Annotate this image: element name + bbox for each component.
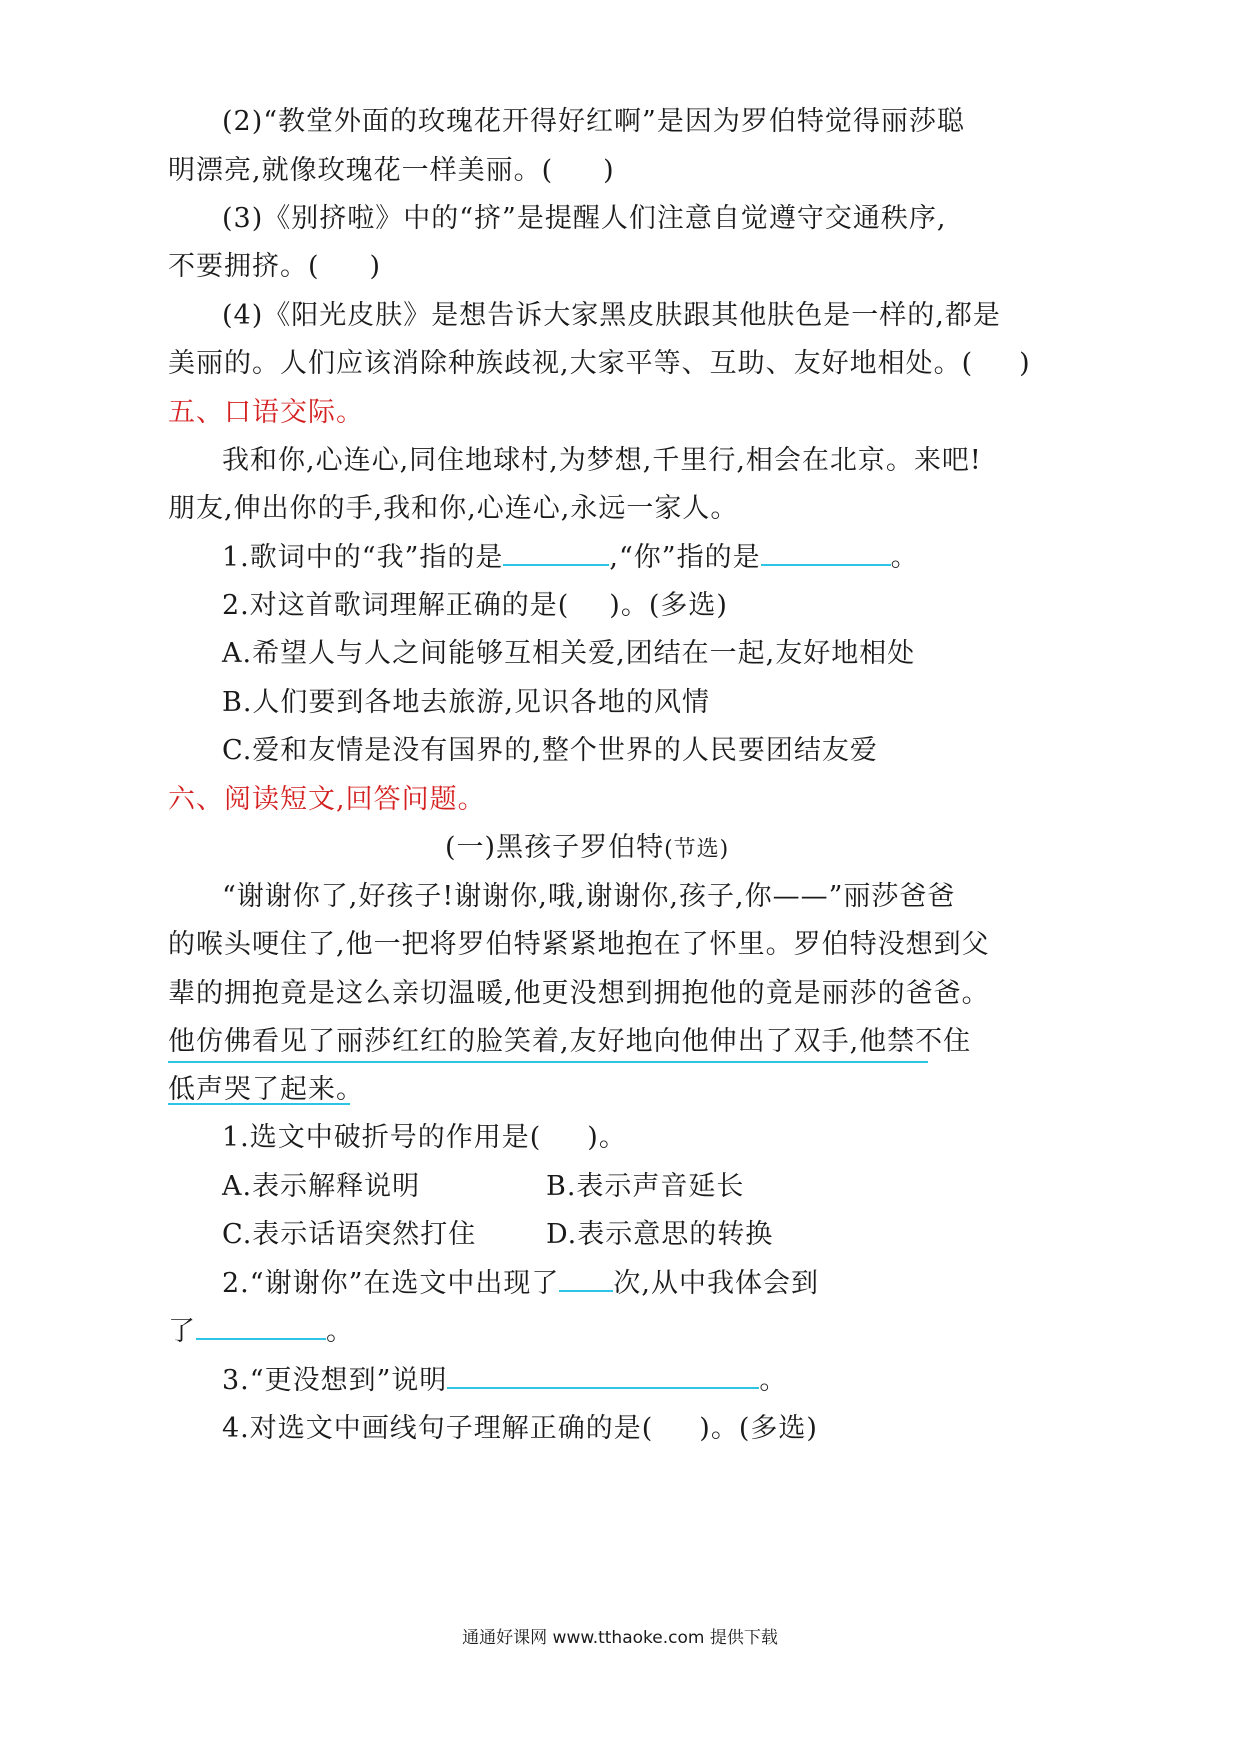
s5-option-a[interactable]: A.希望人与人之间能够互相关爱,团结在一起,友好地相处 [222,638,916,669]
passage-line1: “谢谢你了,好孩子!谢谢你,哦,谢谢你,孩子,你——”丽莎爸爸 [222,881,956,912]
q4-item4-line1: (4)《阳光皮肤》是想告诉大家黑皮肤跟其他肤色是一样的,都是 [222,300,1001,331]
q4-item4-line2 [168,344,1031,384]
s6-q4-text2: )。(多选) [699,1413,818,1444]
answer-blank[interactable] [761,540,891,566]
s6-q4-text: 4.对选文中画线句子理解正确的是( [222,1413,654,1444]
answer-blank[interactable] [196,1314,326,1340]
q4-item3-text: 不要拥挤。( [168,251,320,282]
footer-credit: 通通好课网 www.tthaoke.com 提供下载 [462,1628,778,1648]
q4-item4-text: 美丽的。人们应该消除种族歧视,大家平等、互助、友好地相处。( [168,348,974,379]
close-paren: ) [603,155,615,186]
passage-title [445,828,729,870]
q4-item2-line1: (2)“教堂外面的玫瑰花开得好红啊”是因为罗伯特觉得丽莎聪 [222,106,965,137]
q4-item3-line2 [168,247,381,287]
s5-option-b[interactable]: B.人们要到各地去旅游,见识各地的风情 [222,687,711,718]
s6-q1-text: 1.选文中破折号的作用是( [222,1122,542,1153]
s6-q2 [222,1264,819,1304]
period: 。 [890,542,919,573]
passage-line5-underlined: 低声哭了起来。 [168,1074,364,1105]
answer-blank[interactable] [447,1363,759,1389]
s5-q1-text: 1.歌词中的“我”指的是 [222,542,504,573]
s5-q2 [222,586,728,626]
s6-q2-text2: 次,从中我体会到 [613,1268,819,1299]
s6-q1-option-d[interactable]: D.表示意思的转换 [546,1219,774,1250]
lyrics-line1: 我和你,心连心,同住地球村,为梦想,千里行,相会在北京。来吧! [222,445,982,476]
s6-q1-option-a[interactable]: A.表示解释说明 [222,1171,421,1202]
period: 。 [759,1365,788,1396]
s6-q1-option-c[interactable]: C.表示话语突然打住 [222,1219,477,1250]
period: 。 [326,1316,354,1347]
passage-title-text: (一)黑孩子罗伯特 [445,832,665,863]
s6-q1-option-b[interactable]: B.表示声音延长 [546,1171,745,1202]
close-paren: ) [1019,348,1031,379]
q4-item3-line1: (3)《别挤啦》中的“挤”是提醒人们注意自觉遵守交通秩序, [222,203,947,234]
s6-q3 [222,1361,787,1401]
passage-title-note: (节选) [664,837,730,862]
section6-heading: 六、阅读短文,回答问题。 [168,784,486,815]
passage-line3: 辈的拥抱竟是这么亲切温暖,他更没想到拥抱他的竟是丽莎的爸爸。 [168,978,990,1009]
q4-item2-text: 明漂亮,就像玫瑰花一样美丽。( [168,155,554,186]
s6-q4 [222,1409,818,1449]
section5-heading: 五、口语交际。 [168,397,364,428]
s6-q2-text3: 了 [168,1316,196,1347]
s6-q1 [222,1118,627,1158]
s5-q2-text2: )。(多选) [609,590,728,621]
s5-q1-text2: ,“你”指的是 [609,542,761,573]
s6-q2-cont [168,1312,354,1352]
close-paren: ) [369,251,382,282]
answer-blank[interactable] [559,1266,613,1292]
s5-q1 [222,538,919,578]
answer-blank[interactable] [503,540,609,566]
s6-q2-text: 2.“谢谢你”在选文中出现了 [222,1268,560,1299]
s6-q3-text: 3.“更没想到”说明 [222,1365,448,1396]
s5-q2-text: 2.对这首歌词理解正确的是( [222,590,570,621]
underline-mark [168,1061,928,1063]
s5-option-c[interactable]: C.爱和友情是没有国界的,整个世界的人民要团结友爱 [222,735,878,766]
s6-q1-text2: )。 [587,1122,627,1153]
q4-item2-line2 [168,151,615,191]
passage-line4-underlined: 他仿佛看见了丽莎红红的脸笑着,友好地向他伸出了双手,他禁不住 [168,1026,972,1057]
passage-line2: 的喉头哽住了,他一把将罗伯特紧紧地抱在了怀里。罗伯特没想到父 [168,929,990,960]
underline-mark [168,1103,350,1105]
lyrics-line2: 朋友,伸出你的手,我和你,心连心,永远一家人。 [168,493,739,524]
